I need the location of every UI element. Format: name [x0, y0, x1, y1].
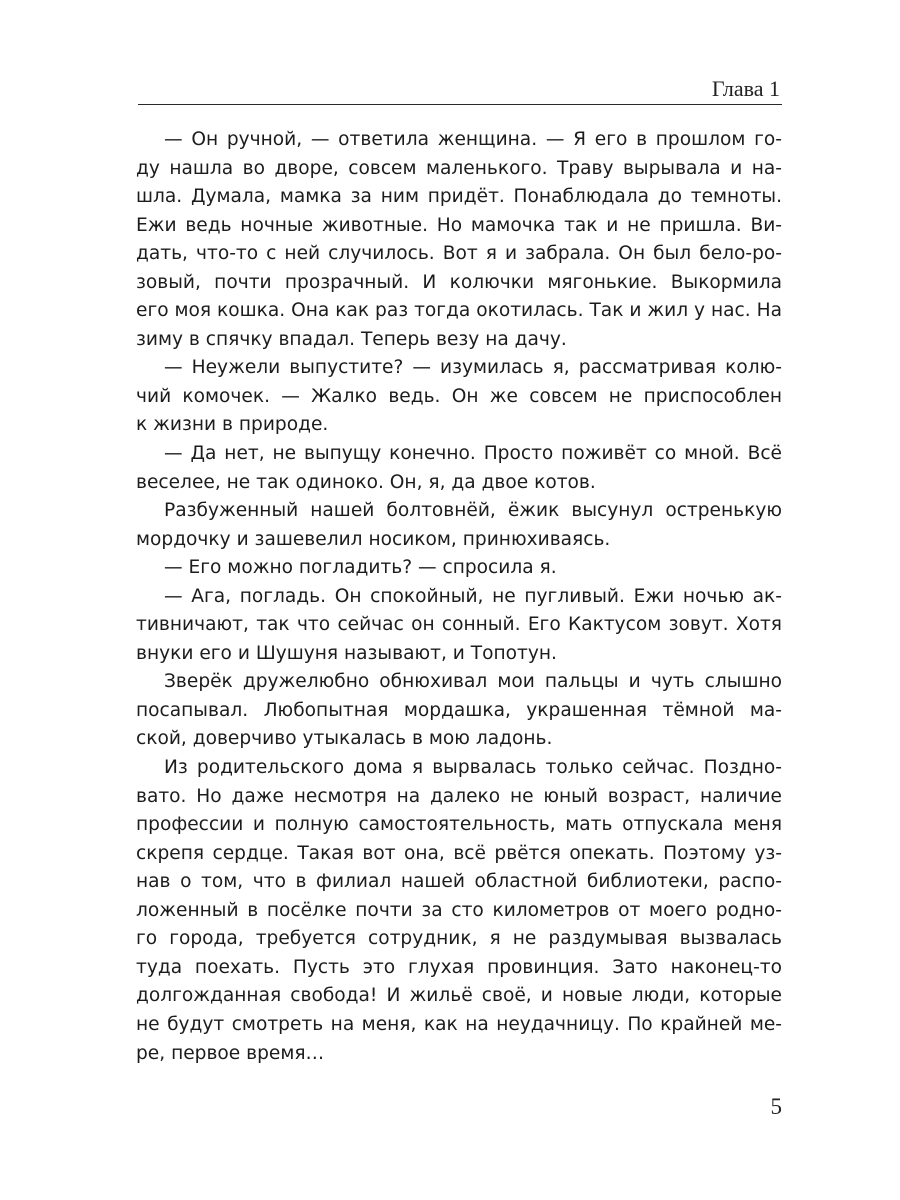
text-line: вато. Но даже несмотря на далеко не юный возраст, наличие: [136, 785, 782, 807]
text-line: Разбуженный нашей болтовнёй, ёжик высунул остренькую: [164, 500, 782, 522]
paragraph: [136, 554, 782, 583]
text-line: профессии и полную самостоятельность, мать отпускала меня: [136, 814, 782, 836]
page-number: 5: [770, 1094, 782, 1119]
text-line: внуки его и Шушуня называют, и Топотун.: [136, 642, 557, 664]
paragraph: [136, 126, 782, 354]
text-line: его моя кошка. Она как раз тогда окотилась. Так и жил у нас. На: [136, 300, 782, 322]
text-line: Ежи ведь ночные животные. Но мамочка так и не пришла. Ви-: [136, 214, 782, 236]
text-line: веселее, не так одиноко. Он, я, да двое котов.: [136, 471, 596, 493]
text-line: нав о том, что в филиал нашей областной библиотеки, распо-: [136, 871, 782, 893]
paragraph: [136, 354, 782, 440]
paragraph: [136, 497, 782, 554]
text-line: мордочку и зашевелил носиком, принюхиваясь.: [136, 528, 611, 550]
text-line: долгожданная свобода! И жильё своё, и новые люди, которые: [136, 985, 782, 1007]
text-line: го города, требуется сотрудник, я не раздумывая вызвалась: [136, 928, 782, 950]
text-line: посапывал. Любопытная мордашка, украшенная тёмной ма-: [136, 699, 782, 721]
text-line: не будут смотреть на меня, как на неудачницу. По крайней ме-: [136, 1013, 782, 1035]
paragraph: [136, 583, 782, 669]
text-line: зовый, почти прозрачный. И колючки мягонькие. Выкормила: [136, 271, 782, 293]
text-line: Из родительского дома я вырвалась только сейчас. Поздно-: [164, 757, 782, 779]
paragraph: [136, 668, 782, 754]
text-line: ре, первое время…: [136, 1042, 325, 1064]
text-line: — Да нет, не выпущу конечно. Просто поживёт со мной. Всё: [164, 443, 782, 465]
text-line: к жизни в природе.: [136, 414, 329, 436]
chapter-title: Глава 1: [711, 76, 780, 101]
text-line: — Неужели выпустите? — изумилась я, рассматривая колю-: [164, 357, 782, 379]
text-line: ду нашла во дворе, совсем маленького. Траву вырывала и на-: [136, 157, 782, 179]
text-line: Зверёк дружелюбно обнюхивал мои пальцы и чуть слышно: [164, 671, 782, 693]
text-line: — Ага, погладь. Он спокойный, не пугливый. Ежи ночью ак-: [164, 585, 782, 607]
text-line: зиму в спячку впадал. Теперь везу на дачу.: [136, 328, 567, 350]
text-line: ской, доверчиво утыкалась в мою ладонь.: [136, 728, 553, 750]
text-line: скрепя сердце. Такая вот она, всё рвётся опекать. Поэтому уз-: [136, 842, 782, 864]
paragraph: [136, 440, 782, 497]
text-line: шла. Думала, мамка за ним придёт. Понаблюдала до темноты.: [136, 186, 782, 208]
body-text: [136, 126, 782, 1068]
text-line: — Его можно погладить? — спросила я.: [164, 557, 557, 579]
text-line: туда поехать. Пусть это глухая провинция. Зато наконец-то: [136, 956, 782, 978]
text-line: — Он ручной, — ответила женщина. — Я его в прошлом го-: [164, 129, 782, 150]
paragraph: [136, 754, 782, 1068]
text-line: чий комочек. — Жалко ведь. Он же совсем не приспособлен: [136, 385, 782, 407]
running-head: [138, 76, 782, 105]
text-line: дать, что-то с ней случилось. Вот я и забрала. Он был бело-ро-: [136, 243, 782, 265]
text-line: ложенный в посёлке почти за сто километров от моего родно-: [136, 899, 782, 921]
text-line: тивничают, так что сейчас он сонный. Его Кактусом зовут. Хотя: [136, 614, 782, 636]
